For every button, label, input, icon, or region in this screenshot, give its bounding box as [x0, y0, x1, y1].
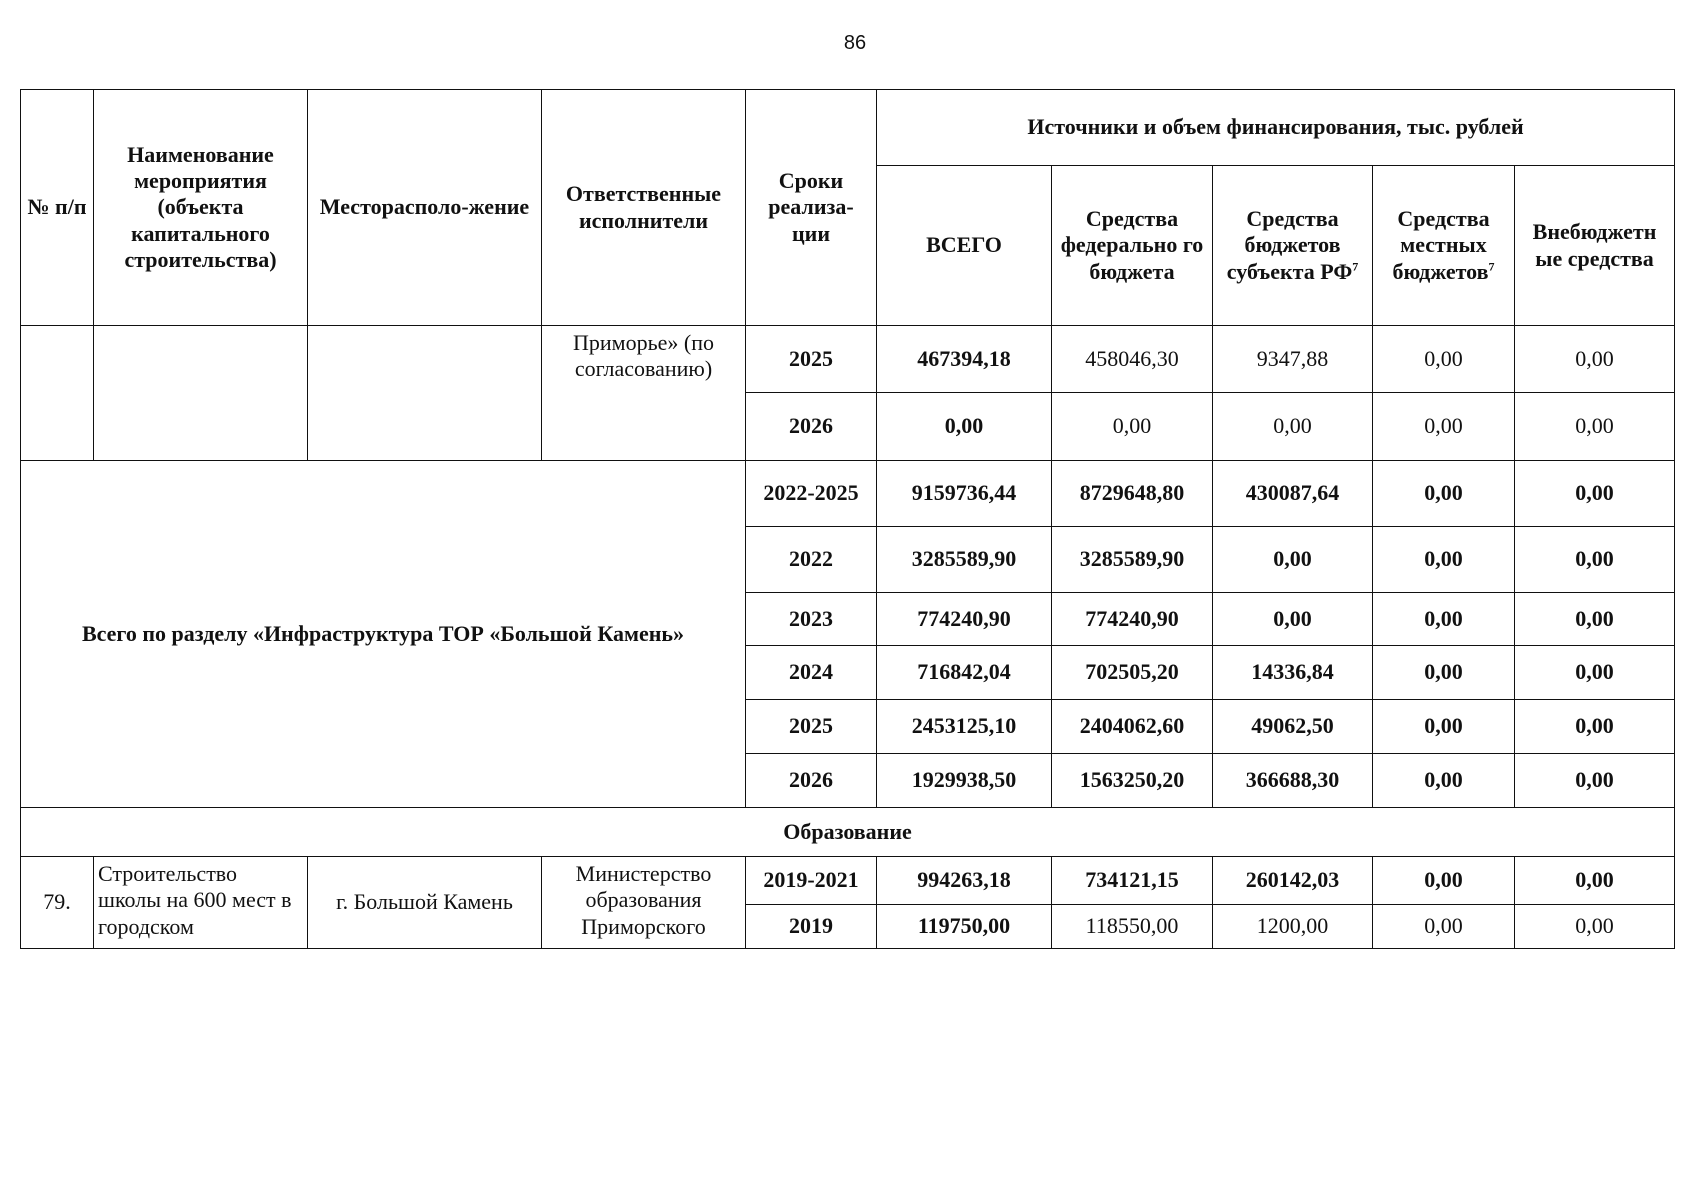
extra-cell: 0,00	[1515, 700, 1675, 754]
year-cell: 2025	[746, 326, 877, 393]
subject-cell: 0,00	[1213, 393, 1373, 461]
continuation-location	[308, 326, 542, 461]
subject-cell: 260142,03	[1213, 857, 1373, 905]
subject-cell: 14336,84	[1213, 646, 1373, 700]
extra-cell: 0,00	[1515, 857, 1675, 905]
total-cell: 1929938,50	[877, 754, 1052, 808]
item-num: 79.	[21, 857, 94, 949]
federal-cell: 2404062,60	[1052, 700, 1213, 754]
federal-cell: 1563250,20	[1052, 754, 1213, 808]
total-cell: 2453125,10	[877, 700, 1052, 754]
continuation-responsible: Приморье» (по согласованию)	[542, 326, 746, 461]
year-cell: 2026	[746, 393, 877, 461]
page-number: 86	[843, 32, 867, 54]
total-cell: 467394,18	[877, 326, 1052, 393]
total-cell: 0,00	[877, 393, 1052, 461]
subject-cell: 366688,30	[1213, 754, 1373, 808]
extra-cell: 0,00	[1515, 326, 1675, 393]
subject-cell: 0,00	[1213, 593, 1373, 646]
subject-cell: 1200,00	[1213, 905, 1373, 949]
extra-cell: 0,00	[1515, 461, 1675, 527]
year-cell: 2019	[746, 905, 877, 949]
header-subject-text: Средства бюджетов субъекта РФ	[1226, 205, 1353, 284]
header-terms: Сроки реализа-ции	[746, 90, 877, 326]
year-cell: 2024	[746, 646, 877, 700]
extra-cell: 0,00	[1515, 527, 1675, 593]
year-cell: 2019-2021	[746, 857, 877, 905]
header-local	[1373, 166, 1515, 326]
table-row	[21, 461, 1675, 527]
subject-cell: 49062,50	[1213, 700, 1373, 754]
header-num: № п/п	[21, 90, 94, 326]
header-sources-group: Источники и объем финансирования, тыс. рублей	[877, 90, 1675, 166]
header-name: Наименование мероприятия (объекта капитального строительства)	[94, 90, 308, 326]
local-cell: 0,00	[1373, 905, 1515, 949]
year-cell: 2022	[746, 527, 877, 593]
total-cell: 3285589,90	[877, 527, 1052, 593]
extra-cell: 0,00	[1515, 393, 1675, 461]
local-cell: 0,00	[1373, 857, 1515, 905]
header-location: Месторасполо-жение	[308, 90, 542, 326]
local-cell: 0,00	[1373, 700, 1515, 754]
total-cell: 994263,18	[877, 857, 1052, 905]
federal-cell: 0,00	[1052, 393, 1213, 461]
header-local-text: Средства местных бюджетов	[1392, 205, 1490, 284]
local-cell: 0,00	[1373, 593, 1515, 646]
total-cell: 716842,04	[877, 646, 1052, 700]
header-federal: Средства федерально го бюджета	[1052, 166, 1213, 326]
local-cell: 0,00	[1373, 326, 1515, 393]
header-subject	[1213, 166, 1373, 326]
section-total-label: Всего по разделу «Инфраструктура ТОР «Большой Камень»	[21, 461, 746, 808]
extra-cell: 0,00	[1515, 905, 1675, 949]
local-cell: 0,00	[1373, 754, 1515, 808]
local-cell: 0,00	[1373, 646, 1515, 700]
section-heading-row	[21, 808, 1675, 857]
header-subject-footnote: 7	[1352, 259, 1359, 274]
header-total: ВСЕГО	[877, 166, 1052, 326]
section-heading-education: Образование	[21, 808, 1675, 857]
federal-cell: 118550,00	[1052, 905, 1213, 949]
table-row	[21, 857, 1675, 905]
total-cell: 774240,90	[877, 593, 1052, 646]
federal-cell: 3285589,90	[1052, 527, 1213, 593]
item-responsible: Министерство образования Приморского	[542, 857, 746, 949]
header-extra: Внебюджетн ые средства	[1515, 166, 1675, 326]
continuation-name	[94, 326, 308, 461]
year-cell: 2022-2025	[746, 461, 877, 527]
header-row-1	[21, 90, 1675, 166]
year-cell: 2023	[746, 593, 877, 646]
subject-cell: 430087,64	[1213, 461, 1373, 527]
federal-cell: 8729648,80	[1052, 461, 1213, 527]
year-cell: 2025	[746, 700, 877, 754]
item-name: Строительство школы на 600 мест в городском	[94, 857, 308, 949]
federal-cell: 458046,30	[1052, 326, 1213, 393]
year-cell: 2026	[746, 754, 877, 808]
subject-cell: 0,00	[1213, 527, 1373, 593]
local-cell: 0,00	[1373, 461, 1515, 527]
table-row	[21, 326, 1675, 393]
total-cell: 9159736,44	[877, 461, 1052, 527]
continuation-num	[21, 326, 94, 461]
extra-cell: 0,00	[1515, 754, 1675, 808]
extra-cell: 0,00	[1515, 593, 1675, 646]
federal-cell: 734121,15	[1052, 857, 1213, 905]
local-cell: 0,00	[1373, 393, 1515, 461]
item-location: г. Большой Камень	[308, 857, 542, 949]
total-cell: 119750,00	[877, 905, 1052, 949]
header-local-footnote: 7	[1488, 259, 1495, 274]
federal-cell: 702505,20	[1052, 646, 1213, 700]
extra-cell: 0,00	[1515, 646, 1675, 700]
financing-table	[20, 89, 1675, 949]
federal-cell: 774240,90	[1052, 593, 1213, 646]
header-responsible: Ответственные исполнители	[542, 90, 746, 326]
subject-cell: 9347,88	[1213, 326, 1373, 393]
local-cell: 0,00	[1373, 527, 1515, 593]
